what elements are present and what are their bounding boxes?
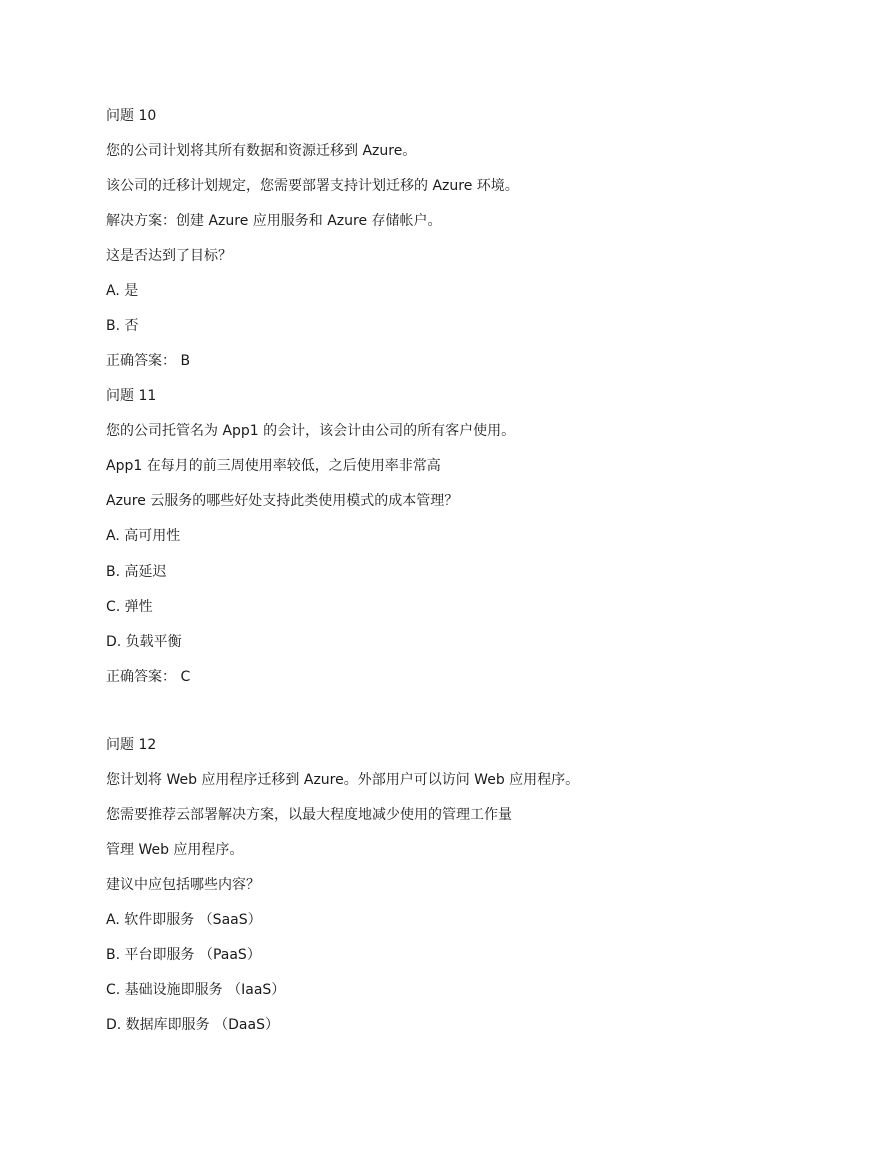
- question-10-option-b: B. 否: [106, 318, 139, 334]
- question-10-answer: 正确答案： B: [106, 353, 191, 369]
- question-10-line-1: 您的公司计划将其所有数据和资源迁移到 Azure。: [106, 143, 417, 159]
- question-10-line-4: 这是否达到了目标？: [106, 248, 232, 264]
- question-11-option-a: A. 高可用性: [106, 528, 181, 544]
- question-10-line-2: 该公司的迁移计划规定，您需要部署支持计划迁移的 Azure 环境。: [106, 178, 519, 194]
- question-12-option-d: D. 数据库即服务 （DaaS）: [106, 1017, 279, 1033]
- question-12-option-c: C. 基础设施即服务 （IaaS）: [106, 982, 286, 998]
- question-12-title: 问题 12: [106, 737, 157, 753]
- question-11-answer: 正确答案： C: [106, 669, 191, 685]
- question-11-line-1: 您的公司托管名为 App1 的会计，该会计由公司的所有客户使用。: [106, 423, 516, 439]
- question-11-title: 问题 11: [106, 388, 157, 404]
- question-12-line-3: 管理 Web 应用程序。: [106, 842, 244, 858]
- question-11-line-2: App1 在每月的前三周使用率较低，之后使用率非常高: [106, 458, 441, 474]
- question-10-title: 问题 10: [106, 108, 157, 124]
- question-12-line-4: 建议中应包括哪些内容？: [106, 877, 260, 893]
- question-11-option-b: B. 高延迟: [106, 564, 167, 580]
- question-12-option-b: B. 平台即服务 （PaaS）: [106, 947, 261, 963]
- question-10-line-3: 解决方案：创建 Azure 应用服务和 Azure 存储帐户。: [106, 213, 442, 229]
- question-10-option-a: A. 是: [106, 283, 139, 299]
- question-12-line-2: 您需要推荐云部署解决方案，以最大程度地减少使用的管理工作量: [106, 807, 512, 823]
- question-11-option-c: C. 弹性: [106, 599, 153, 615]
- question-12-option-a: A. 软件即服务 （SaaS）: [106, 912, 262, 928]
- question-12-line-1: 您计划将 Web 应用程序迁移到 Azure。外部用户可以访问 Web 应用程序。: [106, 772, 580, 788]
- question-11-option-d: D. 负载平衡: [106, 634, 182, 650]
- question-11-line-3: Azure 云服务的哪些好处支持此类使用模式的成本管理？: [106, 493, 459, 509]
